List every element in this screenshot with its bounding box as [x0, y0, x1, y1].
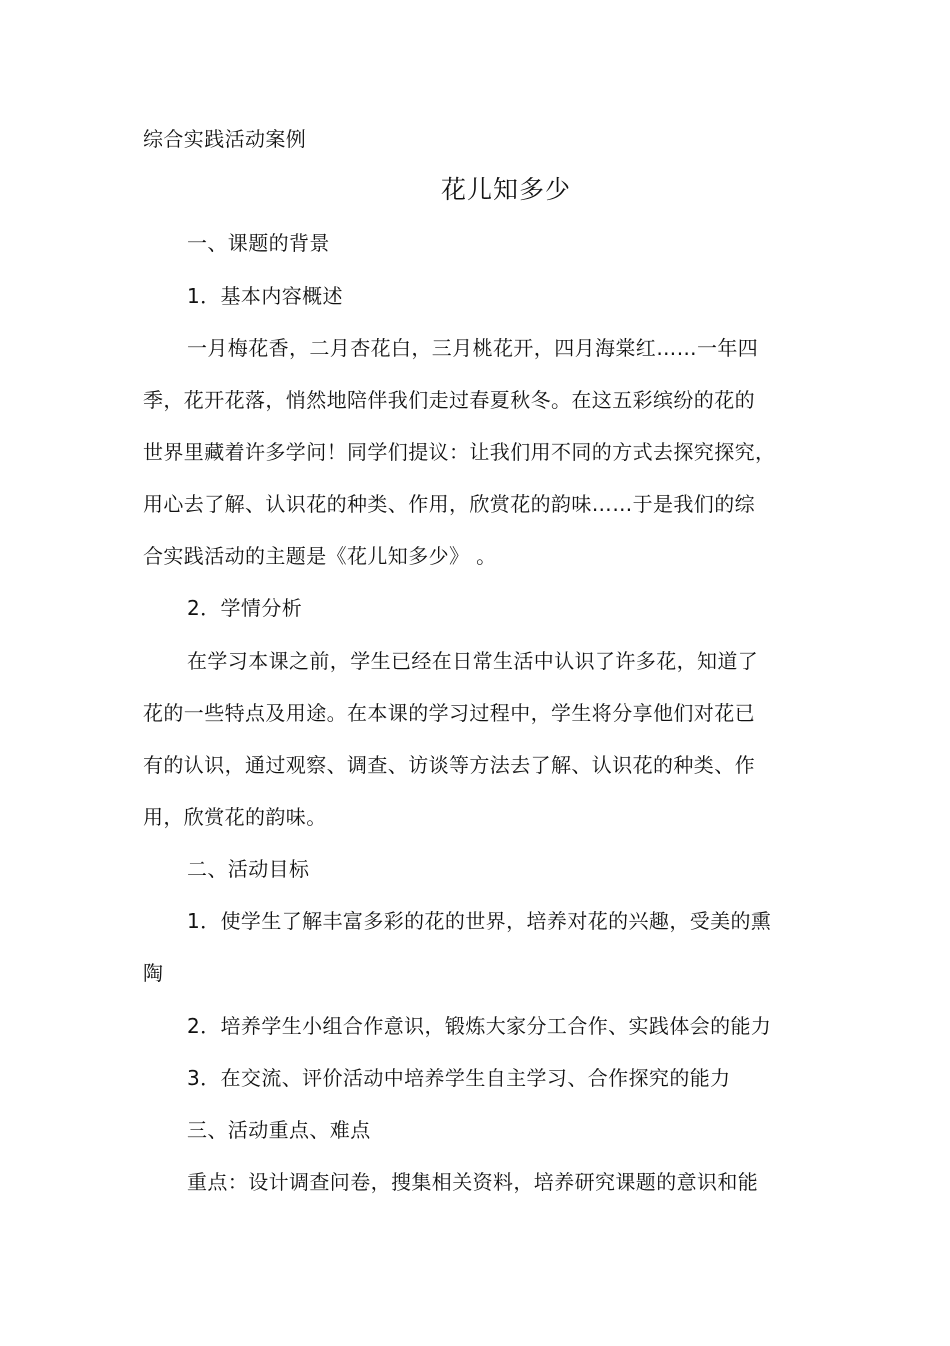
- paragraph-line: 合实践活动的主题是《花儿知多少》 。: [143, 544, 497, 568]
- section-heading-goals: 二、活动目标: [187, 857, 310, 881]
- paragraph-line: 花的一些特点及用途。在本课的学习过程中，学生将分享他们对花已: [143, 701, 755, 725]
- section-heading-key-points: 三、活动重点、难点: [187, 1118, 371, 1142]
- paragraph-line: 用心去了解、认识花的种类、作用，欣赏花的韵味……于是我们的综: [143, 492, 755, 516]
- goal-item: 1．使学生了解丰富多彩的花的世界，培养对花的兴趣，受美的熏: [187, 909, 772, 933]
- document-title: 花儿知多少: [441, 175, 572, 204]
- paragraph-line: 一月梅花香，二月杏花白，三月桃花开，四月海棠红……一年四: [187, 336, 759, 360]
- section-heading-background: 一、课题的背景: [187, 231, 330, 255]
- goal-item: 2．培养学生小组合作意识，锻炼大家分工合作、实践体会的能力: [187, 1014, 772, 1038]
- paragraph-line: 有的认识，通过观察、调查、访谈等方法去了解、认识花的种类、作: [143, 753, 755, 777]
- paragraph-line: 季，花开花落，悄然地陪伴我们走过春夏秋冬。在这五彩缤纷的花的: [143, 388, 755, 412]
- paragraph-line: 在学习本课之前，学生已经在日常生活中认识了许多花，知道了: [187, 649, 759, 673]
- document-category: 综合实践活动案例: [143, 127, 307, 151]
- subsection-heading-analysis: 2．学情分析: [187, 596, 303, 620]
- subsection-heading-overview: 1．基本内容概述: [187, 284, 343, 308]
- paragraph-line: 用，欣赏花的韵味。: [143, 805, 327, 829]
- paragraph-line: 世界里藏着许多学问！同学们提议：让我们用不同的方式去探究探究，: [143, 440, 776, 464]
- goal-item-continuation: 陶: [143, 961, 164, 985]
- goal-item: 3．在交流、评价活动中培养学生自主学习、合作探究的能力: [187, 1066, 731, 1090]
- key-point-line: 重点：设计调查问卷，搜集相关资料，培养研究课题的意识和能: [187, 1170, 759, 1194]
